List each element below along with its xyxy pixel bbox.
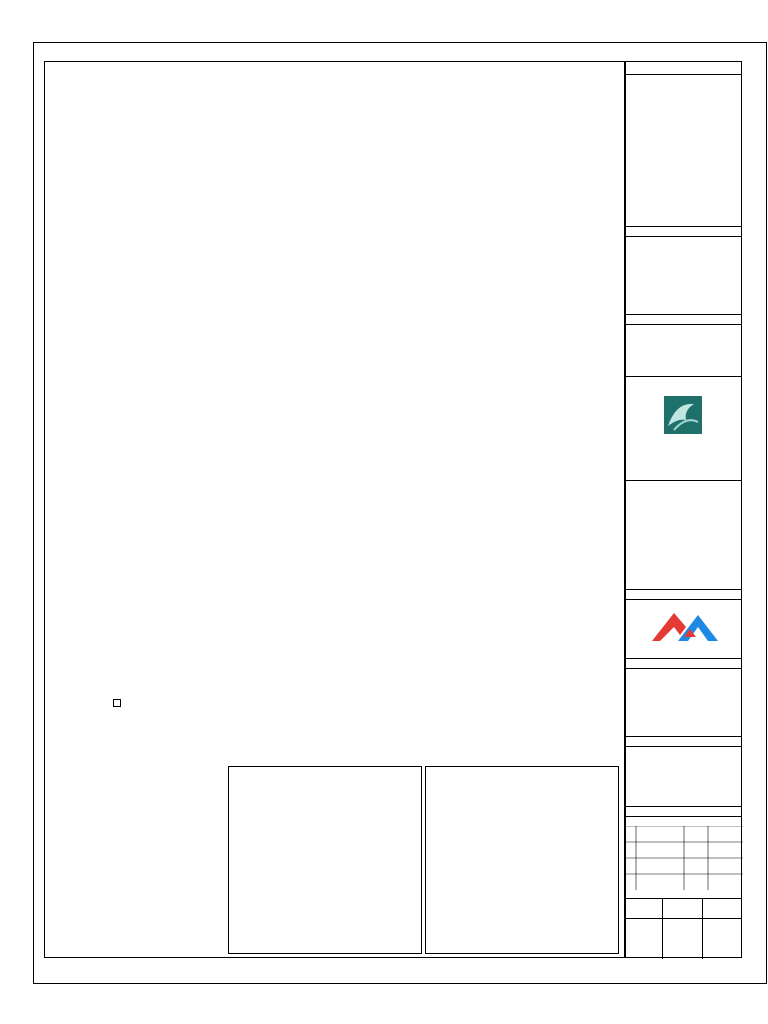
divider <box>626 480 741 481</box>
title-marker-box <box>113 699 121 707</box>
divider <box>626 599 741 600</box>
divider <box>626 806 741 807</box>
legend-item-tb1 <box>512 688 536 705</box>
tiebeam-2-detail-table <box>425 766 619 954</box>
revision-grid <box>626 826 743 890</box>
divider <box>626 226 741 227</box>
divider <box>702 898 703 959</box>
divider <box>626 668 741 669</box>
divider <box>626 658 741 659</box>
tiebeam-1-detail-table <box>228 766 422 954</box>
divider <box>626 918 741 919</box>
divider <box>626 74 741 75</box>
divider <box>626 376 741 377</box>
owner-logo <box>650 607 720 649</box>
divider <box>626 746 741 747</box>
divider <box>626 736 741 737</box>
divider <box>626 816 741 817</box>
title-block <box>625 61 742 958</box>
divider <box>626 589 741 590</box>
foundation-beam-plan <box>44 61 625 741</box>
legend <box>512 662 536 739</box>
divider <box>626 236 741 237</box>
divider <box>662 898 663 959</box>
divider <box>626 898 741 899</box>
divider <box>626 324 741 325</box>
consultant-logo <box>664 396 702 440</box>
legend-item-tb3 <box>512 722 536 739</box>
sheet-title <box>113 699 123 707</box>
divider <box>626 314 741 315</box>
legend-item-tb2 <box>512 705 536 722</box>
